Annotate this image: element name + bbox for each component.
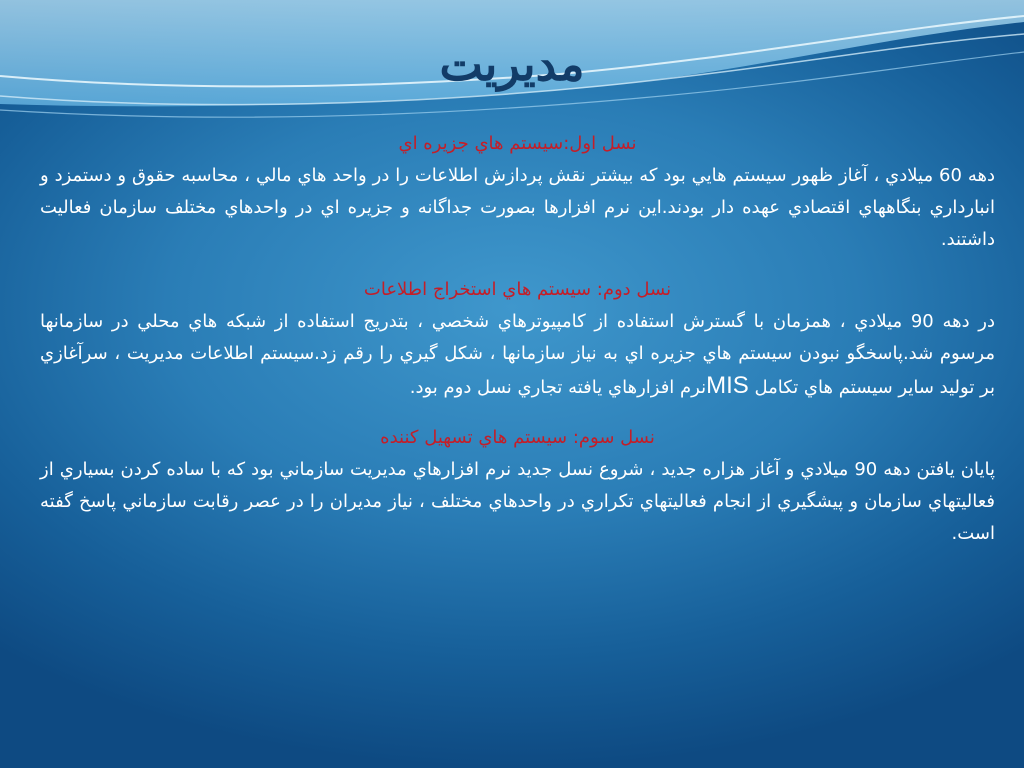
section-first-generation bbox=[40, 128, 995, 256]
section-heading: نسل دوم: سيستم هاي استخراج اطلاعات bbox=[363, 279, 672, 300]
mis-abbreviation: MIS bbox=[706, 372, 749, 399]
section-body-part: در دهه 90 ميلادي ، همزمان با گسترش استفاده از كامپيوترهاي شخصي ، بتدريج استفاده از شبكه هاي محلي در سازمانها مرسوم شد.پاسخگو نبودن سيستم هاي جزيره اي به نياز سازمانها ، شكل گيري را رقم زد.سيستم اطلاعات مديريت ، سرآغازي بر توليد ساير سيستم هاي تكامل bbox=[40, 311, 996, 398]
section-body bbox=[40, 306, 995, 404]
slide-content bbox=[40, 128, 995, 568]
section-second-generation bbox=[40, 274, 995, 404]
section-body: پايان يافتن دهه 90 ميلادي و آغاز هزاره جديد ، شروع نسل جديد نرم افزارهاي مديريت سازماني بود كه با ساده كردن بسياري از فعاليتهاي سازمان و پيشگيري از انجام فعاليتهاي تكراري در واحدهاي مختلف ، نياز مديران را در عصر رقابت سازماني پاسخ گفته است. bbox=[40, 459, 995, 544]
section-third-generation bbox=[40, 422, 995, 550]
section-heading: نسل اول:سيستم هاي جزيره اي bbox=[398, 133, 637, 154]
section-body: دهه 60 ميلادي ، آغاز ظهور سيستم هايي بود كه بيشتر نقش پردازش اطلاعات را در واحد هاي مالي ، محاسبه حقوق و دستمزد و انبارداري بنگاههاي اقتصادي عهده دار بودند.اين نرم افزارها بصورت جداگانه و جزيره اي در واحدهاي مختلف سازمان فعاليت داشتند. bbox=[40, 165, 995, 250]
slide-title: مديريت bbox=[439, 37, 585, 91]
section-heading: نسل سوم: سيستم هاي تسهيل كننده bbox=[380, 427, 655, 448]
section-body-part: نرم افزارهاي يافته تجاري نسل دوم بود. bbox=[409, 377, 707, 398]
